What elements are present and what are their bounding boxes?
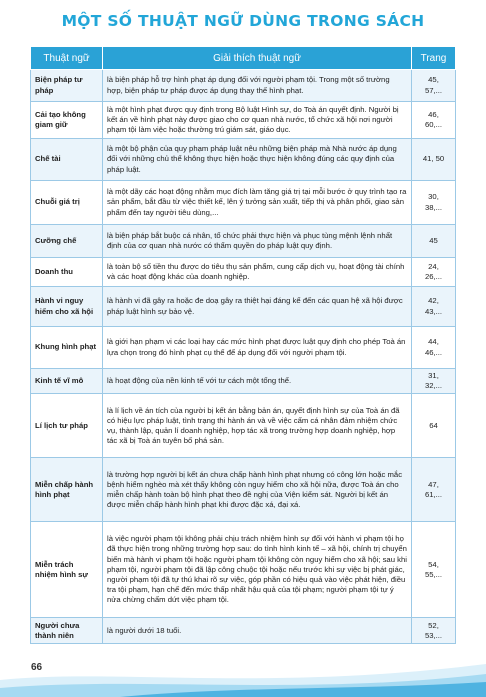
pages-cell: 30, 38,... — [412, 181, 456, 225]
pages-cell: 42, 43,... — [412, 287, 456, 327]
term-cell: Hành vi nguy hiểm cho xã hội — [31, 287, 103, 327]
definition-cell: là một dãy các hoạt động nhằm mục đích làm tăng giá trị tại mỗi bước ở quy trình tạo ra sản phẩm, bắt đầu từ việc thiết kế, lên ý tưởng sản xuất, tiếp thị và phân phối, giao sản phẩm đến tay người tiêu dùng,... — [103, 181, 412, 225]
pages-cell: 52, 53,... — [412, 618, 456, 644]
pages-cell: 44, 46,... — [412, 327, 456, 369]
definition-cell: là lí lịch về án tích của người bị kết án bằng bản án, quyết định hình sự của Toà án đã có hiệu lực pháp luật, tình trạng thi hành án và về việc cấm cá nhân đảm nhiệm chức vụ, thành lập, quản lí doanh nghiệp, hợp tác xã trong trường hợp doanh nghiệp, hợp tác xã bị Toà án tuyên bố phá sản. — [103, 394, 412, 458]
table-row — [31, 522, 456, 618]
definition-cell: là hoạt động của nền kinh tế với tư cách một tổng thể. — [103, 369, 412, 394]
definition-cell: là biện pháp bắt buộc cá nhân, tổ chức phải thực hiện và phục tùng mệnh lệnh nhất định của cơ quan nhà nước có thẩm quyền do pháp luật quy định. — [103, 225, 412, 258]
term-cell: Khung hình phạt — [31, 327, 103, 369]
term-cell: Miễn trách nhiệm hình sự — [31, 522, 103, 618]
term-cell: Cưỡng chế — [31, 225, 103, 258]
definition-cell: là một bộ phận của quy phạm pháp luật nêu những biện pháp mà Nhà nước áp dụng đối với những chủ thể không thực hiện hoặc thực hiện không đúng các quy định của pháp luật. — [103, 139, 412, 181]
pages-cell: 45 — [412, 225, 456, 258]
term-cell: Chế tài — [31, 139, 103, 181]
table-row — [31, 258, 456, 287]
glossary-table — [30, 46, 456, 644]
table-row — [31, 225, 456, 258]
term-cell: Doanh thu — [31, 258, 103, 287]
footer-wave-decoration — [0, 650, 486, 697]
term-cell: Người chưa thành niên — [31, 618, 103, 644]
term-cell: Biện pháp tư pháp — [31, 70, 103, 102]
table-row — [31, 394, 456, 458]
term-cell: Kinh tế vĩ mô — [31, 369, 103, 394]
pages-cell: 24, 26,... — [412, 258, 456, 287]
pages-cell: 54, 55,... — [412, 522, 456, 618]
table-row — [31, 458, 456, 522]
table-header-row — [31, 47, 456, 70]
pages-cell: 45, 57,... — [412, 70, 456, 102]
definition-cell: là việc người phạm tội không phải chịu trách nhiệm hình sự đối với hành vi phạm tội họ đã thực hiện trong những trường hợp sau: do tình hình kinh tế – xã hội, chính trị chuyển biến mà hành vi phạm tội hoặc người phạm tội không còn nguy hiểm cho xã hội; sau khi phạm tội, người phạm tội đã lập công chuộc tội hoặc nếu trước khi sự việc bị phát giác, người phạm tội đã tự thú khai rõ sự việc, góp phần có hiệu quả vào việc phát hiện, điều tra tội phạm, hạn chế đến mức thấp nhất hậu quả của tội phạm; người phạm tội tự ý nửa chừng chấm dứt việc phạm tội. — [103, 522, 412, 618]
definition-cell: là trường hợp người bị kết án chưa chấp hành hình phạt nhưng có công lớn hoặc mắc bệnh hiểm nghèo mà xét thấy không còn nguy hiểm cho xã hội nữa, được Toà án cho miễn chấp hành toàn bộ hình phạt theo đề nghị của Viện kiểm sát. Người bị kết án được miễn chấp hành hình phạt khi được đặc xá, đại xá. — [103, 458, 412, 522]
header-definition: Giải thích thuật ngữ — [103, 47, 412, 70]
term-cell: Lí lịch tư pháp — [31, 394, 103, 458]
definition-cell: là giới hạn phạm vi các loại hay các mức hình phạt được luật quy định cho phép Toà án lựa chọn trong đó hình phạt cụ thể để áp dụng đối với người phạm tội. — [103, 327, 412, 369]
header-term: Thuật ngữ — [31, 47, 103, 70]
table-row — [31, 181, 456, 225]
table-row — [31, 618, 456, 644]
definition-cell: là một hình phạt được quy định trong Bộ luật Hình sự, do Toà án quyết định. Người bị kết án về hình phạt này được giao cho cơ quan nhà nước, tổ chức xã hội nơi người phạm tội làm việc hoặc thường trú giám sát, giáo dục. — [103, 102, 412, 139]
definition-cell: là biện pháp hỗ trợ hình phạt áp dụng đối với người phạm tội. Trong một số trường hợp, biện pháp tư pháp được áp dụng thay thế hình phạt. — [103, 70, 412, 102]
table-row — [31, 369, 456, 394]
definition-cell: là toàn bộ số tiền thu được do tiêu thụ sản phẩm, cung cấp dịch vụ, hoạt động tài chính và các hoạt động khác của doanh nghiệp. — [103, 258, 412, 287]
pages-cell: 47, 61,... — [412, 458, 456, 522]
table-row — [31, 102, 456, 139]
header-pages: Trang — [412, 47, 456, 70]
table-row — [31, 287, 456, 327]
table-row — [31, 327, 456, 369]
definition-cell: là người dưới 18 tuổi. — [103, 618, 412, 644]
term-cell: Miễn chấp hành hình phạt — [31, 458, 103, 522]
term-cell: Chuỗi giá trị — [31, 181, 103, 225]
table-row — [31, 139, 456, 181]
pages-cell: 64 — [412, 394, 456, 458]
table-row — [31, 70, 456, 102]
term-cell: Cải tạo không giam giữ — [31, 102, 103, 139]
page-number: 66 — [31, 662, 43, 673]
pages-cell: 31, 32,... — [412, 369, 456, 394]
pages-cell: 46, 60,... — [412, 102, 456, 139]
definition-cell: là hành vi đã gây ra hoặc đe doạ gây ra thiệt hại đáng kể đến các quan hệ xã hội được pháp luật hình sự bảo vệ. — [103, 287, 412, 327]
pages-cell: 41, 50 — [412, 139, 456, 181]
page-title: MỘT SỐ THUẬT NGỮ DÙNG TRONG SÁCH — [61, 12, 425, 30]
